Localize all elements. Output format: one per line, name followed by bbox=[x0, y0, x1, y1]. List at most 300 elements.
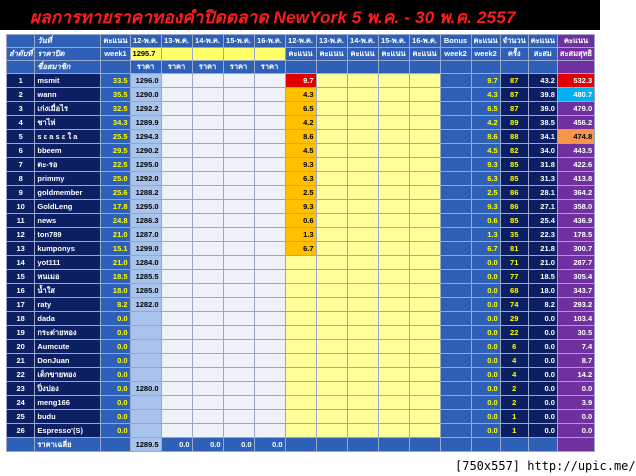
day-score-3 bbox=[347, 144, 378, 158]
header-count: จำนวน bbox=[500, 35, 528, 48]
count-times: 6 bbox=[500, 340, 528, 354]
day-score-5 bbox=[409, 242, 440, 256]
price-guess-2 bbox=[161, 102, 192, 116]
total-accum: 480.7 bbox=[557, 88, 594, 102]
price-guess-3 bbox=[192, 200, 223, 214]
count-times: 85 bbox=[500, 158, 528, 172]
day-score-5 bbox=[409, 102, 440, 116]
member-name: yot111 bbox=[35, 256, 101, 270]
day-score-3 bbox=[347, 326, 378, 340]
header-points-4: คะแนน bbox=[378, 48, 409, 61]
header-total: คะแนน bbox=[557, 35, 594, 48]
week1-score: 18.5 bbox=[101, 270, 130, 284]
day-score-5 bbox=[409, 340, 440, 354]
header-date-9: 15-พ.ค. bbox=[378, 35, 409, 48]
week2-score: 0.0 bbox=[471, 410, 500, 424]
accum-score: 8.2 bbox=[528, 298, 557, 312]
price-guess-4 bbox=[223, 172, 254, 186]
row-number: 4 bbox=[7, 116, 35, 130]
day-score-4 bbox=[378, 116, 409, 130]
member-name: meng166 bbox=[35, 396, 101, 410]
day-score-4 bbox=[378, 326, 409, 340]
member-name: budu bbox=[35, 410, 101, 424]
count-times: 2 bbox=[500, 382, 528, 396]
day-score-1 bbox=[285, 396, 316, 410]
member-name: kumponys bbox=[35, 242, 101, 256]
price-guess-3 bbox=[192, 270, 223, 284]
total-accum: 3.9 bbox=[557, 396, 594, 410]
bonus-cell bbox=[440, 214, 471, 228]
day-score-4 bbox=[378, 368, 409, 382]
avg-price-5: 0.0 bbox=[254, 438, 285, 452]
header-blank-15 bbox=[557, 61, 594, 74]
price-guess-5 bbox=[254, 130, 285, 144]
count-times: 29 bbox=[500, 312, 528, 326]
day-score-2 bbox=[316, 368, 347, 382]
avg-blank-4 bbox=[409, 438, 440, 452]
avg-blank-8 bbox=[528, 438, 557, 452]
total-accum: 436.9 bbox=[557, 214, 594, 228]
price-guess-1: 1285.5 bbox=[130, 270, 161, 284]
header-date-7: 13-พ.ค. bbox=[316, 35, 347, 48]
day-score-2 bbox=[316, 242, 347, 256]
day-score-4 bbox=[378, 382, 409, 396]
day-score-3 bbox=[347, 340, 378, 354]
week1-score: 35.5 bbox=[101, 88, 130, 102]
day-score-2 bbox=[316, 298, 347, 312]
count-times: 74 bbox=[500, 298, 528, 312]
day-score-4 bbox=[378, 74, 409, 88]
accum-score: 31.3 bbox=[528, 172, 557, 186]
price-guess-5 bbox=[254, 424, 285, 438]
price-guess-5 bbox=[254, 410, 285, 424]
price-guess-1 red-mark: 1296.0 bbox=[130, 74, 161, 88]
week1-score: 17.8 bbox=[101, 200, 130, 214]
bonus-cell bbox=[440, 312, 471, 326]
total-accum: 413.8 bbox=[557, 172, 594, 186]
price-guess-2 bbox=[161, 396, 192, 410]
accum-score: 34.1 bbox=[528, 130, 557, 144]
day-score-4 bbox=[378, 200, 409, 214]
day-score-4 bbox=[378, 242, 409, 256]
day-score-5 bbox=[409, 116, 440, 130]
day-score-2 bbox=[316, 270, 347, 284]
day-score-4 bbox=[378, 228, 409, 242]
header-seq: ลำดับที่ bbox=[7, 48, 35, 61]
total-accum: 14.2 bbox=[557, 368, 594, 382]
total-accum: 479.0 bbox=[557, 102, 594, 116]
close-price-2 bbox=[161, 48, 192, 61]
day-score-1 bbox=[285, 354, 316, 368]
header-accum: สะสม bbox=[528, 48, 557, 61]
day-score-2 bbox=[316, 214, 347, 228]
week1-score: 24.8 bbox=[101, 214, 130, 228]
member-name: GoldLeng bbox=[35, 200, 101, 214]
bonus-cell bbox=[440, 228, 471, 242]
count-times: 85 bbox=[500, 172, 528, 186]
count-times: 35 bbox=[500, 228, 528, 242]
day-score-3 bbox=[347, 354, 378, 368]
week2-score: 0.0 bbox=[471, 354, 500, 368]
price-guess-1 bbox=[130, 312, 161, 326]
accum-score: 0.0 bbox=[528, 368, 557, 382]
day-score-1 bbox=[285, 298, 316, 312]
table-row bbox=[7, 424, 595, 438]
week1-score: 25.6 bbox=[101, 186, 130, 200]
day-score-4 bbox=[378, 284, 409, 298]
day-score-2 bbox=[316, 354, 347, 368]
day-score-1: 4.2 bbox=[285, 116, 316, 130]
day-score-5 bbox=[409, 214, 440, 228]
day-score-3 bbox=[347, 228, 378, 242]
bonus-cell bbox=[440, 340, 471, 354]
member-name: ชาไห่ bbox=[35, 116, 101, 130]
count-times: 82 bbox=[500, 144, 528, 158]
member-name: Aumcute bbox=[35, 340, 101, 354]
day-score-4 bbox=[378, 354, 409, 368]
row-number: 10 bbox=[7, 200, 35, 214]
accum-score: 25.4 bbox=[528, 214, 557, 228]
week1-score: 33.5 bbox=[101, 74, 130, 88]
count-times: 88 bbox=[500, 130, 528, 144]
table-row bbox=[7, 74, 595, 88]
header-date-5: 16-พ.ค. bbox=[254, 35, 285, 48]
accum-score: 43.2 bbox=[528, 74, 557, 88]
day-score-1: 2.5 bbox=[285, 186, 316, 200]
header-score-w2: คะแนน bbox=[471, 35, 500, 48]
member-name: เด็กขายทอง bbox=[35, 368, 101, 382]
day-score-2 bbox=[316, 228, 347, 242]
day-score-1: 6.5 bbox=[285, 102, 316, 116]
bonus-cell bbox=[440, 298, 471, 312]
accum-score: 0.0 bbox=[528, 396, 557, 410]
avg-blank-5 bbox=[440, 438, 471, 452]
header-date-label: วันที่ bbox=[35, 35, 101, 48]
count-times: 87 bbox=[500, 88, 528, 102]
avg-label: ราคาเฉลี่ย bbox=[35, 438, 101, 452]
week2-score: 6.5 bbox=[471, 102, 500, 116]
day-score-2 bbox=[316, 88, 347, 102]
table-row bbox=[7, 382, 595, 396]
day-score-5 bbox=[409, 144, 440, 158]
row-number: 1 bbox=[7, 74, 35, 88]
price-guess-4 bbox=[223, 186, 254, 200]
total-accum: 364.2 bbox=[557, 186, 594, 200]
row-number: 19 bbox=[7, 326, 35, 340]
price-guess-3 bbox=[192, 228, 223, 242]
day-score-4 bbox=[378, 270, 409, 284]
day-score-5 bbox=[409, 256, 440, 270]
member-name: หนเมอ bbox=[35, 270, 101, 284]
week1-score: 21.0 bbox=[101, 256, 130, 270]
day-score-1: 9.3 bbox=[285, 158, 316, 172]
price-guess-5 bbox=[254, 368, 285, 382]
price-guess-1: 1292.0 bbox=[130, 172, 161, 186]
avg-price-4: 0.0 bbox=[223, 438, 254, 452]
price-guess-2 bbox=[161, 284, 192, 298]
total-accum: 456.2 bbox=[557, 116, 594, 130]
price-guess-2 bbox=[161, 270, 192, 284]
price-guess-3 bbox=[192, 102, 223, 116]
member-name: Espresso'(S) bbox=[35, 424, 101, 438]
day-score-2 bbox=[316, 410, 347, 424]
table-row bbox=[7, 130, 595, 144]
price-guess-4 bbox=[223, 382, 254, 396]
header-score-w1: คะแนน bbox=[101, 35, 130, 48]
day-score-3 bbox=[347, 102, 378, 116]
price-guess-3 bbox=[192, 424, 223, 438]
table-row bbox=[7, 326, 595, 340]
day-score-1 bbox=[285, 284, 316, 298]
total-accum: 443.5 bbox=[557, 144, 594, 158]
header-price-3: ราคา bbox=[192, 61, 223, 74]
member-name: ปิ่งปอง bbox=[35, 382, 101, 396]
table-row bbox=[7, 172, 595, 186]
price-guess-1: 1292.2 bbox=[130, 102, 161, 116]
table-row bbox=[7, 396, 595, 410]
accum-score: 0.0 bbox=[528, 424, 557, 438]
count-times: 86 bbox=[500, 186, 528, 200]
price-guess-2 bbox=[161, 200, 192, 214]
accum-score: 27.1 bbox=[528, 200, 557, 214]
table-row bbox=[7, 200, 595, 214]
price-guess-5 bbox=[254, 74, 285, 88]
day-score-5 bbox=[409, 270, 440, 284]
header-date-3: 14-พ.ค. bbox=[192, 35, 223, 48]
header-date-6: 12-พ.ค. bbox=[285, 35, 316, 48]
avg-blank-6 bbox=[471, 438, 500, 452]
week2-score: 0.0 bbox=[471, 340, 500, 354]
row-number: 16 bbox=[7, 284, 35, 298]
avg-price-2: 0.0 bbox=[161, 438, 192, 452]
price-guess-1: 1284.0 bbox=[130, 256, 161, 270]
table-row bbox=[7, 270, 595, 284]
header-score-acc: คะแนน bbox=[528, 35, 557, 48]
accum-score: 31.8 bbox=[528, 158, 557, 172]
price-guess-2 bbox=[161, 298, 192, 312]
price-guess-5 bbox=[254, 256, 285, 270]
header-price-1: ราคา bbox=[130, 61, 161, 74]
price-guess-5 bbox=[254, 396, 285, 410]
price-guess-4 bbox=[223, 116, 254, 130]
day-score-1 bbox=[285, 256, 316, 270]
day-score-2 bbox=[316, 102, 347, 116]
row-number: 23 bbox=[7, 382, 35, 396]
week2-score: 1.3 bbox=[471, 228, 500, 242]
total-accum: 8.7 bbox=[557, 354, 594, 368]
day-score-3 bbox=[347, 256, 378, 270]
accum-score: 0.0 bbox=[528, 326, 557, 340]
day-score-5 bbox=[409, 130, 440, 144]
week1-score: 0.0 bbox=[101, 326, 130, 340]
count-times: 89 bbox=[500, 116, 528, 130]
week2-score: 4.3 bbox=[471, 88, 500, 102]
bonus-cell bbox=[440, 116, 471, 130]
price-guess-2 bbox=[161, 312, 192, 326]
watermark: [750x557] http://upic.me/ bbox=[455, 459, 636, 473]
day-score-1: 9.7 bbox=[285, 74, 316, 88]
day-score-2 bbox=[316, 340, 347, 354]
day-score-2 bbox=[316, 326, 347, 340]
member-name: dada bbox=[35, 312, 101, 326]
count-times: 22 bbox=[500, 326, 528, 340]
row-number: 22 bbox=[7, 368, 35, 382]
price-guess-5 bbox=[254, 214, 285, 228]
accum-score: 0.0 bbox=[528, 312, 557, 326]
table-row bbox=[7, 368, 595, 382]
total-accum: 178.5 bbox=[557, 228, 594, 242]
price-guess-5 bbox=[254, 200, 285, 214]
header-date-1: 12-พ.ค. bbox=[130, 35, 161, 48]
total-accum: 287.7 bbox=[557, 256, 594, 270]
week2-score: 0.0 bbox=[471, 270, 500, 284]
close-price-3 bbox=[192, 48, 223, 61]
week1-score: 0.0 bbox=[101, 312, 130, 326]
table-row bbox=[7, 242, 595, 256]
day-score-4 bbox=[378, 214, 409, 228]
price-guess-5 bbox=[254, 228, 285, 242]
member-name: primmy bbox=[35, 172, 101, 186]
accum-score: 0.0 bbox=[528, 354, 557, 368]
day-score-5 bbox=[409, 284, 440, 298]
price-guess-4 bbox=[223, 200, 254, 214]
price-guess-2 bbox=[161, 410, 192, 424]
week2-score: 9.3 bbox=[471, 200, 500, 214]
day-score-2 bbox=[316, 312, 347, 326]
day-score-5 bbox=[409, 396, 440, 410]
day-score-1: 4.5 bbox=[285, 144, 316, 158]
week2-score: 4.2 bbox=[471, 116, 500, 130]
score-table bbox=[6, 34, 595, 452]
row-number: 26 bbox=[7, 424, 35, 438]
table-row bbox=[7, 144, 595, 158]
price-guess-5 bbox=[254, 326, 285, 340]
day-score-5 bbox=[409, 88, 440, 102]
accum-score: 38.5 bbox=[528, 116, 557, 130]
day-score-2 bbox=[316, 284, 347, 298]
row-number: 7 bbox=[7, 158, 35, 172]
week1-score: 25.5 bbox=[101, 130, 130, 144]
day-score-5 bbox=[409, 200, 440, 214]
header-total-accum: สะสมสุทธิ bbox=[557, 48, 594, 61]
count-times: 4 bbox=[500, 368, 528, 382]
price-guess-5 bbox=[254, 158, 285, 172]
total-accum: 300.7 bbox=[557, 242, 594, 256]
member-name: wann bbox=[35, 88, 101, 102]
week1-score: 0.0 bbox=[101, 396, 130, 410]
day-score-3 bbox=[347, 172, 378, 186]
week2-score: 6.3 bbox=[471, 172, 500, 186]
day-score-1: 9.3 bbox=[285, 200, 316, 214]
header-blank-11 bbox=[440, 61, 471, 74]
member-name: s ε a s ε ใ a bbox=[35, 130, 101, 144]
member-name: ton789 bbox=[35, 228, 101, 242]
count-times: 77 bbox=[500, 270, 528, 284]
count-times: 2 bbox=[500, 396, 528, 410]
day-score-3 bbox=[347, 382, 378, 396]
price-guess-1: 1285.0 bbox=[130, 284, 161, 298]
week1-score: 0.0 bbox=[101, 368, 130, 382]
day-score-2 bbox=[316, 396, 347, 410]
day-score-2 bbox=[316, 186, 347, 200]
bonus-cell bbox=[440, 158, 471, 172]
header-bonus: Bonus bbox=[440, 35, 471, 48]
header-blank-14 bbox=[528, 61, 557, 74]
day-score-3 bbox=[347, 424, 378, 438]
price-guess-1: 1295.0 bbox=[130, 158, 161, 172]
price-guess-2 bbox=[161, 368, 192, 382]
row-number: 3 bbox=[7, 102, 35, 116]
price-guess-3 bbox=[192, 172, 223, 186]
day-score-4 bbox=[378, 186, 409, 200]
total-accum: 532.3 bbox=[557, 74, 594, 88]
day-score-2 bbox=[316, 424, 347, 438]
member-name: news bbox=[35, 214, 101, 228]
price-guess-5 bbox=[254, 298, 285, 312]
table-row bbox=[7, 88, 595, 102]
price-guess-3 bbox=[192, 382, 223, 396]
table-row bbox=[7, 228, 595, 242]
price-guess-4 bbox=[223, 242, 254, 256]
price-guess-2 bbox=[161, 256, 192, 270]
row-number: 12 bbox=[7, 228, 35, 242]
header-points-3: คะแนน bbox=[347, 48, 378, 61]
table-row bbox=[7, 116, 595, 130]
title-bar bbox=[0, 0, 600, 30]
price-guess-4 bbox=[223, 340, 254, 354]
day-score-2 bbox=[316, 172, 347, 186]
week2-score: 2.5 bbox=[471, 186, 500, 200]
table-row bbox=[7, 410, 595, 424]
count-times: 71 bbox=[500, 256, 528, 270]
day-score-3 bbox=[347, 270, 378, 284]
price-guess-5 bbox=[254, 144, 285, 158]
price-guess-3 bbox=[192, 298, 223, 312]
avg-price-1: 1289.5 bbox=[130, 438, 161, 452]
day-score-3 bbox=[347, 410, 378, 424]
bonus-cell bbox=[440, 326, 471, 340]
table-row bbox=[7, 340, 595, 354]
price-guess-2 bbox=[161, 326, 192, 340]
close-price-4 bbox=[223, 48, 254, 61]
day-score-4 bbox=[378, 424, 409, 438]
day-score-3 bbox=[347, 130, 378, 144]
week2-score: 9.3 bbox=[471, 158, 500, 172]
count-times: 81 bbox=[500, 242, 528, 256]
close-price-5 bbox=[254, 48, 285, 61]
day-score-4 bbox=[378, 396, 409, 410]
row-number: 20 bbox=[7, 340, 35, 354]
count-times: 85 bbox=[500, 214, 528, 228]
price-guess-3 bbox=[192, 186, 223, 200]
price-guess-5 bbox=[254, 88, 285, 102]
day-score-5 bbox=[409, 158, 440, 172]
accum-score: 0.0 bbox=[528, 340, 557, 354]
price-guess-4 bbox=[223, 228, 254, 242]
price-guess-5 bbox=[254, 340, 285, 354]
week2-score: 0.0 bbox=[471, 326, 500, 340]
price-guess-2 bbox=[161, 130, 192, 144]
row-number: 13 bbox=[7, 242, 35, 256]
price-guess-1: 1290.2 bbox=[130, 144, 161, 158]
day-score-4 bbox=[378, 340, 409, 354]
day-score-2 bbox=[316, 158, 347, 172]
total-accum: 358.0 bbox=[557, 200, 594, 214]
price-guess-1: 1299.0 bbox=[130, 242, 161, 256]
bonus-cell bbox=[440, 200, 471, 214]
member-name: goldmember bbox=[35, 186, 101, 200]
table-row bbox=[7, 214, 595, 228]
